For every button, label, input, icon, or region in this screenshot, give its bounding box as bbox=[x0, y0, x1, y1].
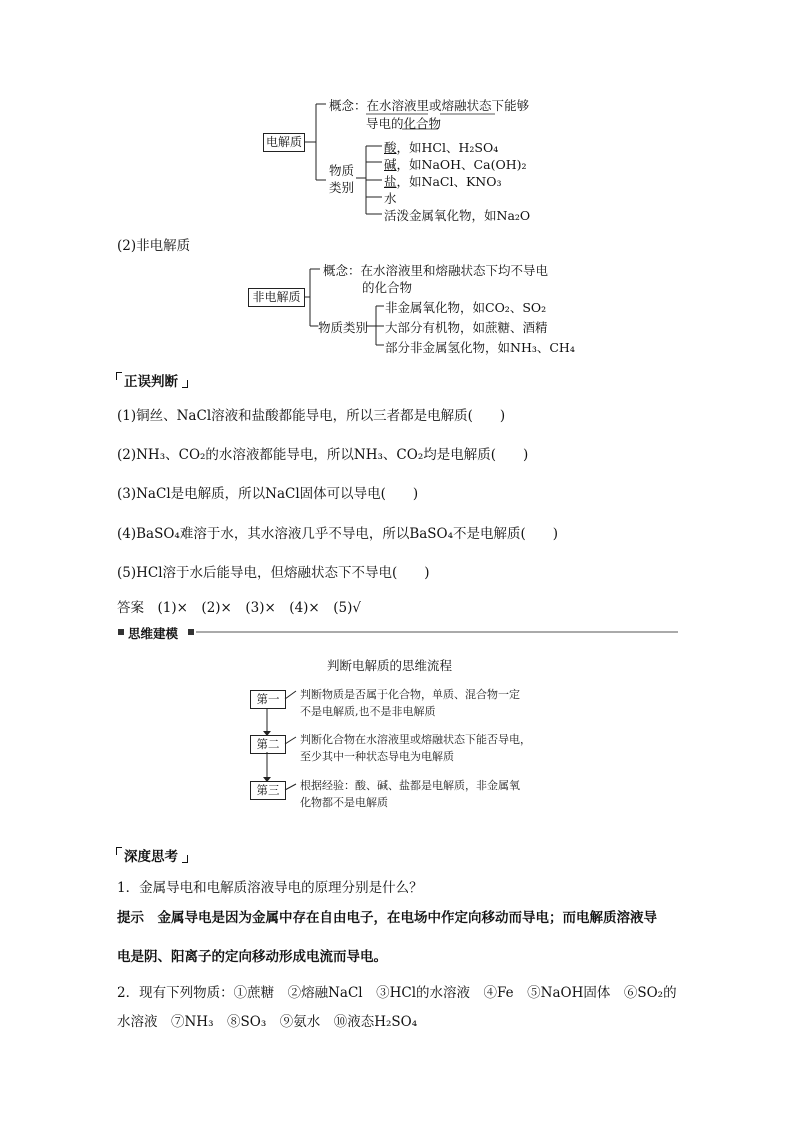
hint-line-1: 提示 金属导电是因为金属中存在自由电子，在电场中作定向移动而导电；而电解质溶液导 bbox=[117, 910, 657, 926]
item-rest: 水 bbox=[384, 191, 397, 206]
electrolyte-box: 电解质 bbox=[263, 133, 305, 152]
electrolyte-class-label-1: 物质 bbox=[329, 163, 355, 178]
electrolyte-item bbox=[384, 138, 498, 156]
judge-item: (1)铜丝、NaCl溶液和盐酸都能导电，所以三者都是电解质( ) bbox=[117, 408, 506, 424]
judge-answer: 答案 (1)× (2)× (3)× (4)× (5)√ bbox=[117, 600, 361, 616]
judge-title: 正误判断 bbox=[124, 374, 178, 390]
deep-corner-right bbox=[182, 855, 188, 863]
concept2-a: 导电的 bbox=[366, 116, 404, 131]
nonelectrolyte-item: 部分非金属氢化物，如NH₃、CH₄ bbox=[385, 340, 575, 355]
nonelectrolyte-item: 非金属氧化物，如CO₂、SO₂ bbox=[385, 300, 547, 315]
nonelectrolyte-box: 非电解质 bbox=[248, 288, 305, 307]
item-rest: ，如NaOH、Ca(OH)₂ bbox=[396, 157, 527, 172]
step-text: 判断化合物在水溶液里或熔融状态下能否导电， bbox=[300, 733, 531, 746]
electrolyte-concept-2 bbox=[366, 114, 441, 132]
concept-tail: 能够 bbox=[504, 98, 530, 113]
deep-corner-left bbox=[116, 847, 122, 855]
concept-label: 概念： bbox=[329, 98, 367, 113]
item-key: 盐 bbox=[384, 174, 397, 189]
electrolyte-item bbox=[384, 172, 502, 190]
nonelectrolyte-item: 大部分有机物，如蔗糖、酒精 bbox=[385, 320, 548, 335]
judge-corner-right bbox=[182, 380, 188, 388]
judge-item: (5)HCl溶于水后能导电，但熔融状态下不导电( ) bbox=[117, 565, 430, 581]
item-rest: ，如NaCl、KNO₃ bbox=[396, 174, 502, 189]
model-title: 思维建模 bbox=[128, 626, 179, 641]
judge-item: (3)NaCl是电解质，所以NaCl固体可以导电( ) bbox=[117, 486, 419, 502]
nonelectrolyte-heading: (2)非电解质 bbox=[117, 238, 191, 254]
step-box: 第三 bbox=[250, 781, 286, 800]
flow-title: 判断电解质的思维流程 bbox=[327, 658, 453, 673]
question-1: 1．金属导电和电解质溶液导电的原理分别是什么？ bbox=[117, 880, 423, 896]
nonelectrolyte-class-label: 物质类别 bbox=[318, 320, 369, 335]
electrolyte-item bbox=[384, 189, 397, 207]
judge-item: (2)NH₃、CO₂的水溶液都能导电，所以NH₃、CO₂均是电解质( ) bbox=[117, 447, 529, 463]
step-box: 第二 bbox=[250, 735, 286, 754]
step-box: 第一 bbox=[250, 690, 286, 709]
step-text: 根据经验：酸、碱、盐都是电解质，非金属氧 bbox=[300, 779, 520, 792]
item-rest: 活泼金属氧化物，如Na₂O bbox=[384, 208, 531, 223]
judge-corner-left bbox=[116, 372, 122, 380]
item-key: 碱 bbox=[384, 157, 397, 172]
concept-underline-b: 熔融状态下 bbox=[441, 98, 505, 113]
concept2-b: 化合物 bbox=[403, 116, 442, 131]
step-text: 判断物质是否属于化合物，单质、混合物一定 bbox=[300, 688, 520, 701]
item-key: 酸 bbox=[384, 140, 397, 155]
concept-underline-a: 在水溶液里 bbox=[366, 98, 430, 113]
nonelectrolyte-concept-1: 概念：在水溶液里和熔融状态下均不导电 bbox=[323, 263, 549, 278]
concept-or: 或 bbox=[429, 98, 442, 113]
electrolyte-class-label-2: 类别 bbox=[329, 180, 355, 195]
judge-item: (4)BaSO₄难溶于水，其水溶液几乎不导电，所以BaSO₄不是电解质( ) bbox=[117, 526, 559, 542]
step-text: 化物都不是电解质 bbox=[300, 796, 388, 809]
step-text: 至少其中一种状态导电为电解质 bbox=[300, 750, 454, 763]
deep-title: 深度思考 bbox=[124, 849, 178, 865]
question-2-line-1: 2．现有下列物质：①蔗糖 ②熔融NaCl ③HCl的水溶液 ④Fe ⑤NaOH固体 ⑥SO₂的 bbox=[117, 985, 677, 1001]
nonelectrolyte-concept-2: 的化合物 bbox=[362, 280, 413, 295]
hint-line-2: 电是阴、阳离子的定向移动形成电流而导电。 bbox=[117, 949, 387, 965]
electrolyte-item bbox=[384, 155, 526, 173]
electrolyte-concept bbox=[329, 96, 529, 114]
step-text: 不是电解质,也不是非电解质 bbox=[300, 705, 436, 718]
electrolyte-item bbox=[384, 206, 530, 224]
item-rest: ，如HCl、H₂SO₄ bbox=[396, 140, 499, 155]
question-2-line-2: 水溶液 ⑦NH₃ ⑧SO₃ ⑨氨水 ⑩液态H₂SO₄ bbox=[117, 1014, 418, 1030]
